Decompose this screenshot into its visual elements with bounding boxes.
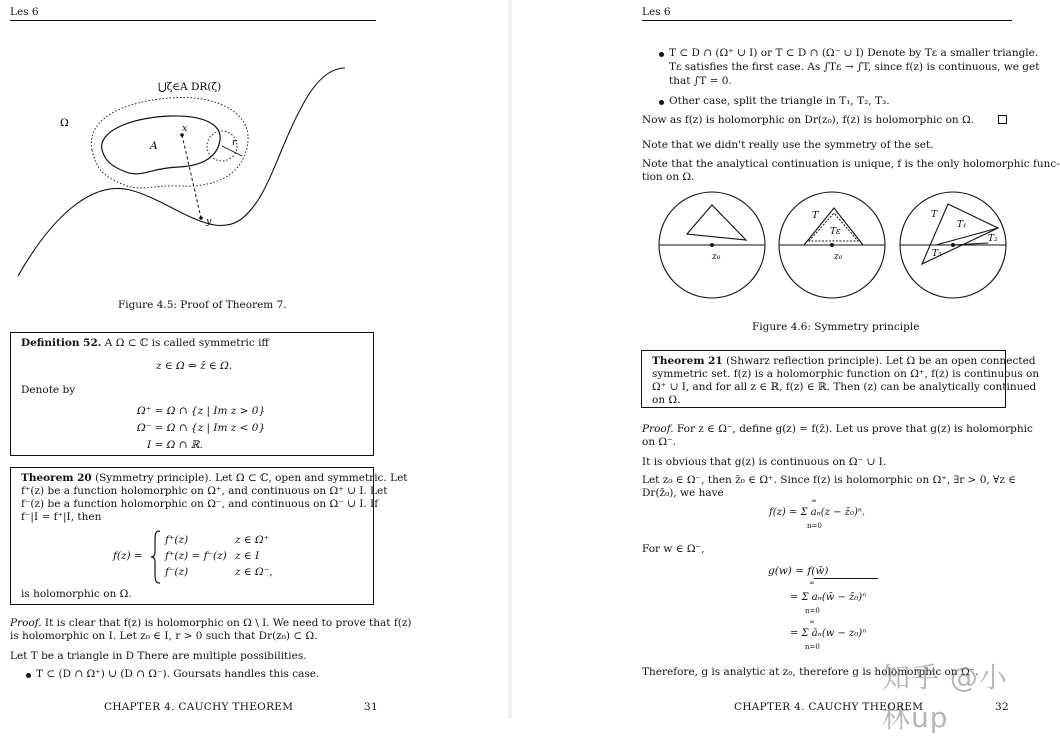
sum-top-g3: ∞ [809, 618, 815, 626]
proof-right-line3: It is obvious that g(z) is continuous on Ω⁻ ∪ I. [642, 456, 887, 468]
T2-label: T₂ [988, 234, 998, 244]
proof-left-line3: Let T be a triangle in D There are multiple possibilities. [10, 650, 307, 662]
figure-4-5 [10, 60, 390, 285]
note-symmetry: Note that we didn't really use the symmetry of the set. [642, 139, 934, 151]
union-label: ⋃ζ∈A DR(ζ) [158, 81, 222, 93]
sum-top-f: ∞ [811, 497, 817, 505]
T1-label: T₁ [957, 220, 967, 230]
bullet-dot [659, 52, 664, 57]
theorem-21-box [641, 350, 1040, 408]
A-label: A [150, 140, 158, 152]
set-A-outline [102, 116, 221, 174]
theorem-21-name: (Shwarz reflection principle). [726, 355, 883, 367]
z0-label-2: z₀ [834, 252, 843, 262]
right-page [512, 0, 1060, 734]
sum-bottom-f: n=0 [807, 522, 822, 530]
theorem-21-first-line [652, 355, 1036, 367]
bullet-dot [659, 100, 664, 105]
proof-left-text1: It is clear that f(z) is holomorphic on Ω \ I. We need to prove that f(z) [44, 617, 412, 629]
theorem-21-line3: Ω⁺ ∪ I, and for all z ∈ ℝ, f(z) ∈ ℝ. Then (z) can be analytically continued [652, 381, 1037, 393]
dashed-segment-xy [182, 135, 201, 218]
sum-top-g2: ∞ [809, 579, 815, 587]
z0-point-3 [951, 243, 955, 247]
figure-4-6 [652, 188, 1017, 304]
case-3-expr: f⁻(z) [165, 566, 189, 578]
r-label: r [232, 137, 237, 148]
sum-bottom-g2: n=0 [805, 607, 820, 615]
omega-plus-definition: Ω⁺ = Ω ∩ {z | Im z > 0} [137, 405, 266, 417]
proof-right-line2: on Ω⁻. [642, 436, 677, 448]
running-header-left: Les 6 [10, 6, 39, 18]
theorem-21-line4: on Ω. [652, 394, 681, 406]
proof-label: Proof. [10, 617, 42, 629]
y-label: y [206, 216, 212, 227]
theorem-20-line4: f⁻|I = f⁺|I, then [21, 511, 102, 523]
I-definition: I = Ω ∩ ℝ. [147, 439, 203, 451]
case-2-cond: z ∈ I [235, 550, 260, 562]
proof-right-line5: Dr(z̄₀), we have [642, 487, 724, 499]
point-y [199, 216, 203, 220]
now-line: Now as f(z) is holomorphic on Dr(z₀), f(z) is holomorphic on Ω. [642, 114, 975, 126]
footer-page-31: 31 [364, 701, 378, 713]
running-header-right: Les 6 [642, 6, 671, 18]
therefore-line: Therefore, g is analytic at z₀, therefore g is holomorphic on Ω⁻. [642, 666, 979, 678]
bullet-dot [26, 673, 31, 678]
denote-by: Denote by [21, 384, 76, 396]
omega-minus-definition: Ω⁻ = Ω ∩ {z | Im z < 0} [137, 422, 266, 434]
right-bullet1-line2: Tε satisfies the first case. As ∫Tε → ∫T, since f(z) is continuous, we get [669, 61, 1040, 73]
theorem-21-title: Theorem 21 [652, 355, 723, 367]
right-bullet1-line3: that ∫T = 0. [669, 75, 732, 87]
watermark: 知乎 @小林up [882, 661, 1008, 734]
T-label-3: T [931, 209, 938, 220]
theorem-20-line3: f⁻(z) be a function holomorphic on Ω⁻, and continuous on Ω⁻ ∪ I. If [21, 498, 379, 510]
footer-page-32: 32 [995, 701, 1009, 713]
proof-left-line2: is holomorphic on I. Let z₀ ∈ I, r > 0 such that Dr(z₀) ⊂ Ω. [10, 630, 318, 642]
case-3-cond: z ∈ Ω⁻, [235, 566, 273, 578]
theorem-20-box [10, 467, 408, 605]
left-page [0, 0, 508, 719]
for-w-line: For w ∈ Ω⁻, [642, 543, 705, 555]
qed-square-icon [998, 115, 1007, 124]
triangle-upper [687, 205, 746, 240]
z0-point-1 [710, 243, 714, 247]
footer-chapter-left: CHAPTER 4. CAUCHY THEOREM [104, 701, 294, 713]
proof-label: Proof. [642, 423, 674, 435]
theorem-21-line1: Let Ω be an open connected [885, 355, 1036, 367]
definition-52-lead: A Ω ⊂ ℂ is called symmetric iff [104, 337, 269, 349]
theorem-20-name: (Symmetry principle). [95, 472, 212, 484]
theorem-20-first-line [21, 472, 408, 484]
omega-label: Ω [60, 117, 69, 129]
proof-right-line1 [642, 423, 1033, 435]
figure-4-6-caption: Figure 4.6: Symmetry principle [752, 321, 920, 333]
right-bullet1-line1: T ⊂ D ∩ (Ω⁺ ∪ I) or T ⊂ D ∩ (Ω⁻ ∪ I) Denote by Tε a smaller triangle. [669, 47, 1039, 59]
header-rule-left [10, 20, 376, 21]
case-2-expr: f⁺(z) = f⁻(z) [165, 550, 227, 562]
left-brace [150, 530, 162, 584]
theorem-20-line2: f⁺(z) be a function holomorphic on Ω⁺, and continuous on Ω⁺ ∪ I. Let [21, 485, 388, 497]
z0-point-2 [830, 243, 834, 247]
theorem-20-closing: is holomorphic on Ω. [21, 588, 132, 600]
symmetric-condition: z ∈ Ω ⇔ z̄ ∈ Ω. [156, 360, 233, 372]
theorem-20-line1: Let Ω ⊂ ℂ, open and symmetric. Let [215, 472, 408, 484]
g-eq1: g(w) = f(w̄) [768, 565, 829, 577]
figure-4-5-caption: Figure 4.5: Proof of Theorem 7. [118, 299, 287, 311]
case-1-cond: z ∈ Ω⁺ [235, 534, 270, 546]
z0-label-1: z₀ [712, 252, 721, 262]
definition-52-box [10, 332, 374, 456]
proof-right-line4: Let z₀ ∈ Ω⁻, then z̄₀ ∈ Ω⁺. Since f(z) is holomorphic on Ω⁺, ∃r > 0, ∀z ∈ [642, 474, 1017, 486]
long-conjugate-bar [814, 578, 878, 579]
Te-label: Tε [830, 227, 841, 237]
proof-left-bullet1: T ⊂ (D ∩ Ω⁺) ∪ (D ∩ Ω⁻). Goursats handles this case. [36, 668, 320, 680]
union-dotted-region [91, 97, 248, 187]
theorem-21-line2: symmetric set. f(z) is a holomorphic function on Ω⁺, f(z) is continuous on [652, 368, 1040, 380]
note-unique-line2: tion on Ω. [642, 171, 695, 183]
g-eq2: = Σ aₙ(w̄ − z̄₀)ⁿ [790, 592, 867, 603]
T-label-2: T [812, 210, 819, 221]
omega-boundary-curve [18, 68, 345, 276]
theorem-20-title: Theorem 20 [21, 472, 92, 484]
right-bullet2: Other case, split the triangle in T₁, T₂, T₃. [669, 95, 890, 107]
definition-52-title: Definition 52. [21, 337, 102, 349]
sum-bottom-g3: n=0 [805, 643, 820, 651]
case-1-expr: f⁺(z) [165, 534, 189, 546]
piecewise-lhs: f(z) = [113, 550, 143, 562]
header-rule-right [642, 20, 1012, 21]
series-f: f(z) = Σ aₙ(z − z̄₀)ⁿ. [769, 507, 866, 518]
definition-52-first-line [21, 337, 269, 349]
note-unique-line1: Note that the analytical continuation is unique, f is the only holomorphic func- [642, 158, 1060, 170]
T3-label: T₃ [932, 249, 942, 259]
x-label: x [182, 123, 188, 134]
proof-left-line1 [10, 617, 411, 629]
g-eq3: = Σ āₙ(w − z₀)ⁿ [790, 628, 867, 639]
footer-chapter-right: CHAPTER 4. CAUCHY THEOREM [734, 701, 924, 713]
proof-right-text1: For z ∈ Ω⁻, define g(z) = f(z̄). Let us prove that g(z) is holomorphic [676, 423, 1033, 435]
